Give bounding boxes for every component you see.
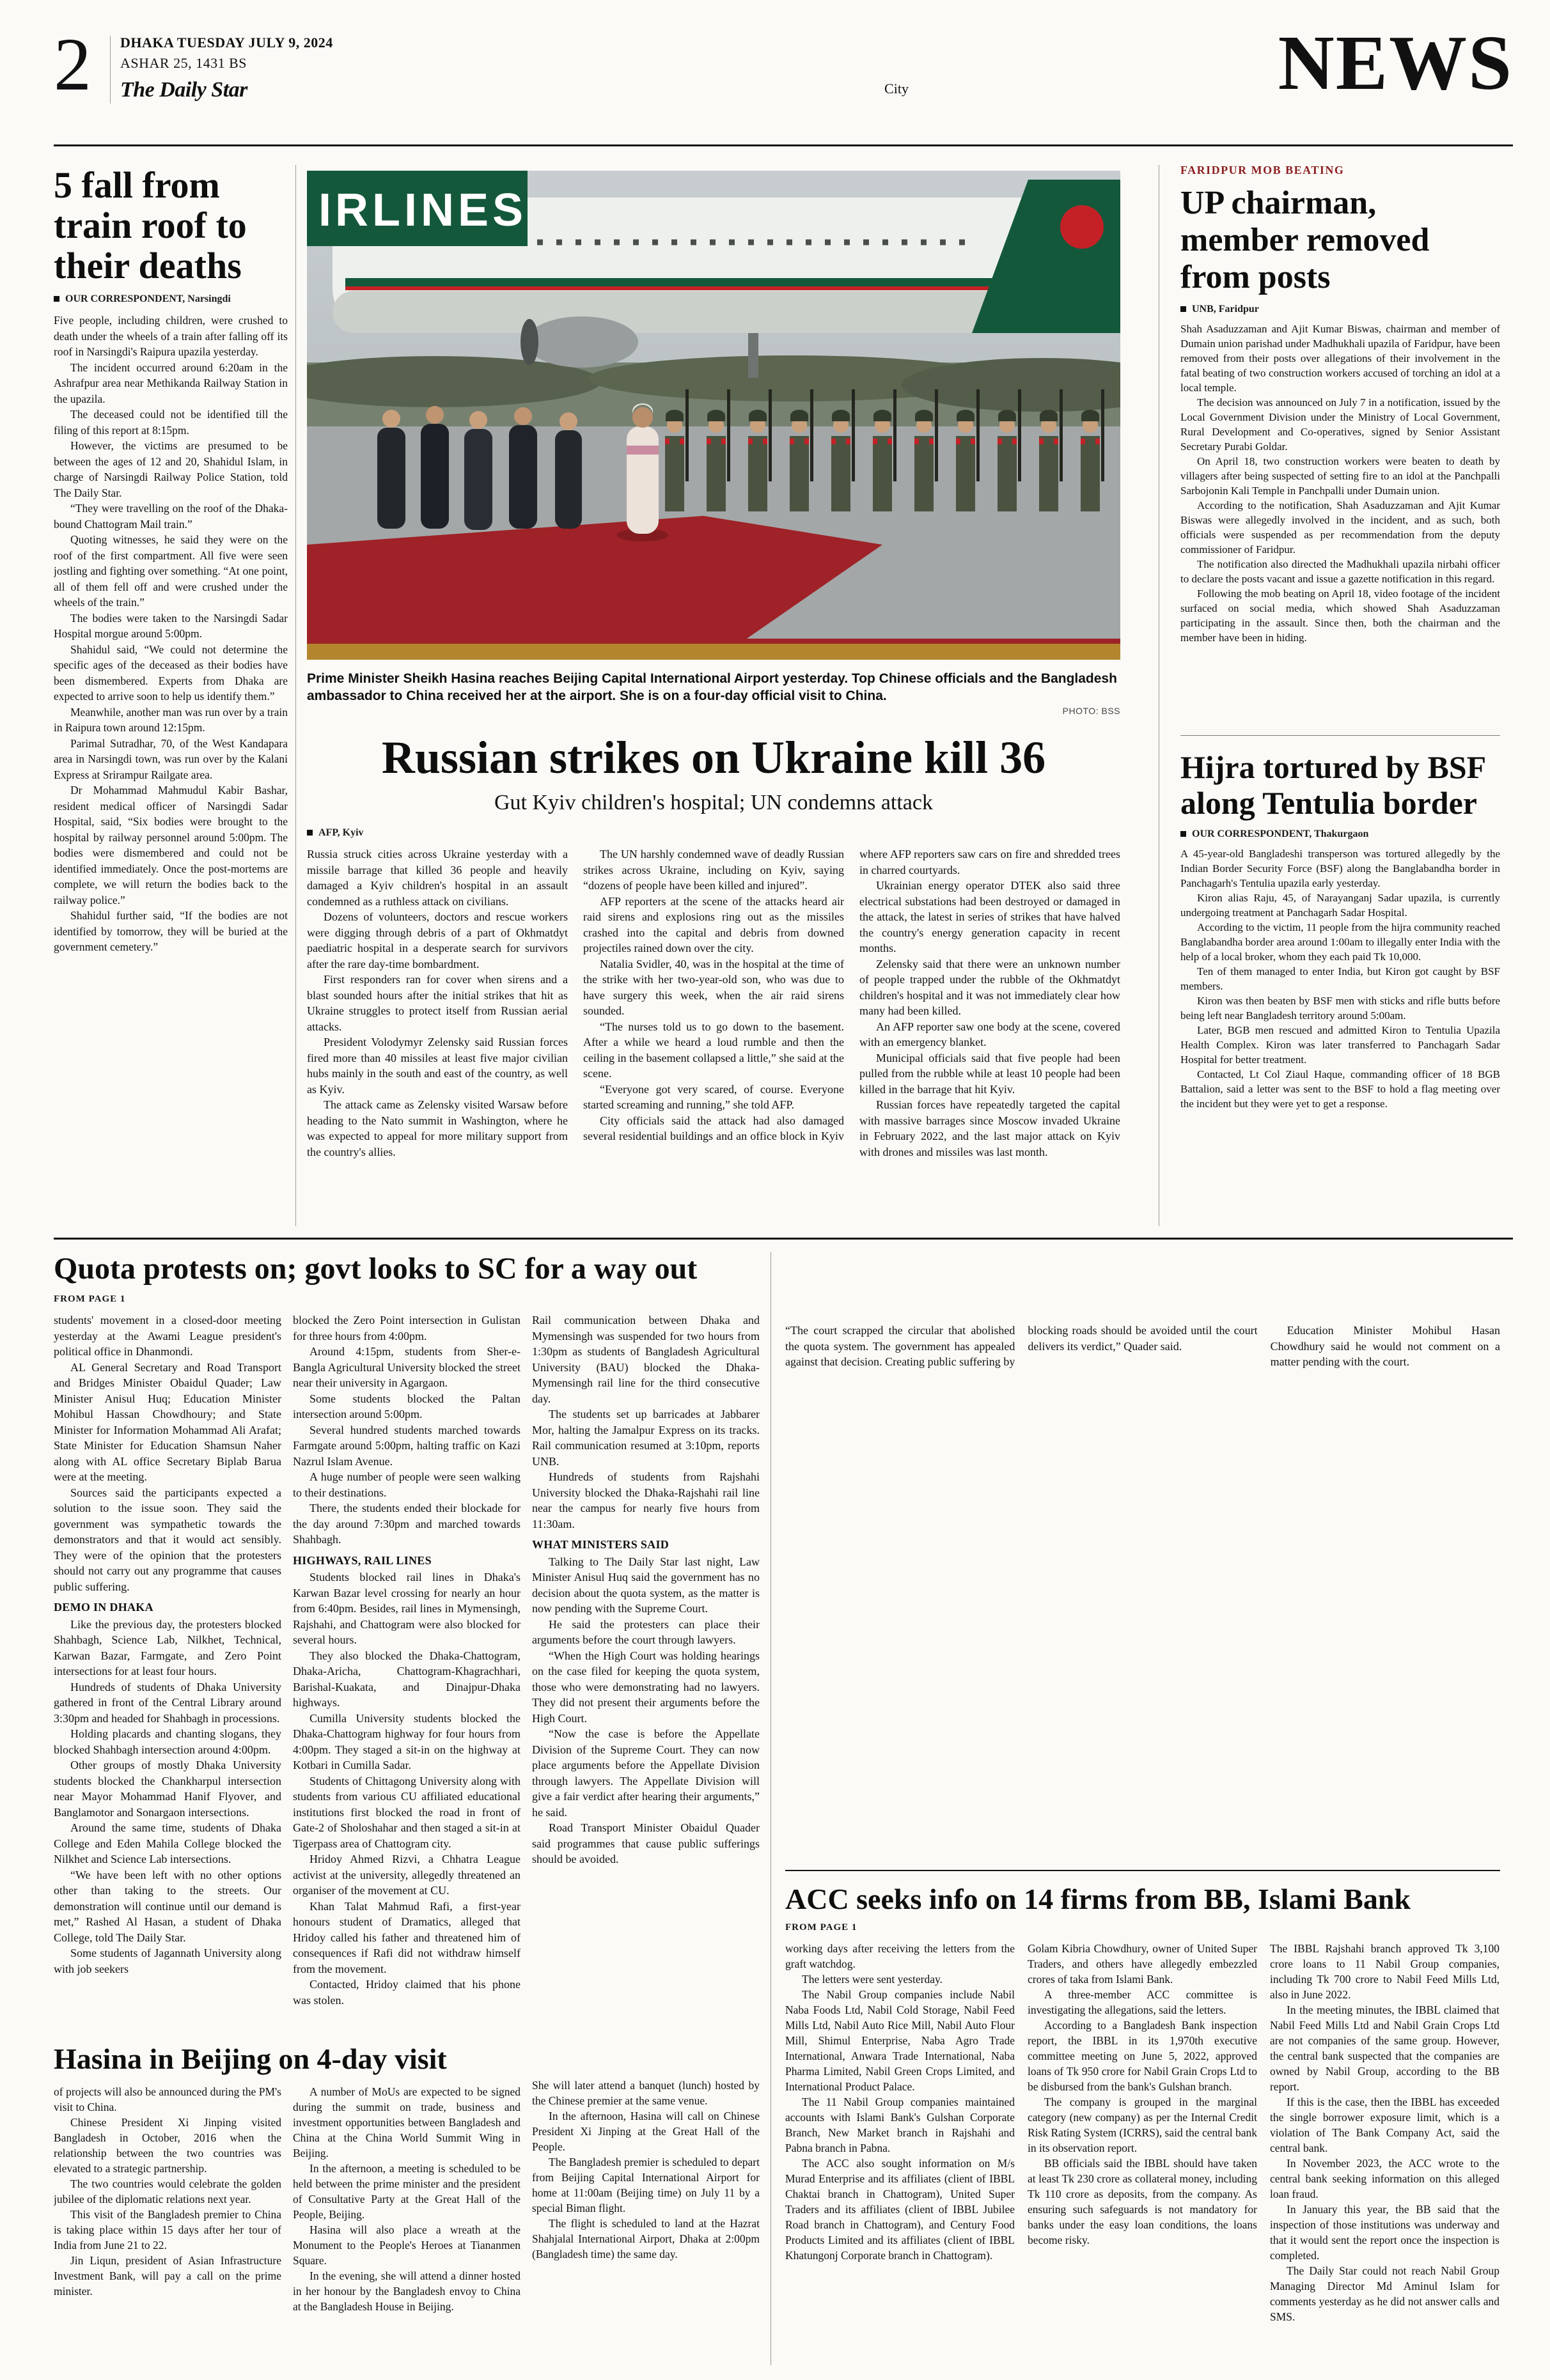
- article-paragraph: An AFP reporter saw one body at the scene, covered with an emergency blanket.: [859, 1020, 1120, 1048]
- article-paragraph: President Volodymyr Zelensky said Russian forces fired more than 40 missiles at least five major civilian hubs mainly in the south and east of the country, as well as Kyiv.: [307, 1036, 568, 1096]
- article-body: [54, 2084, 521, 2359]
- section-label: City: [884, 81, 909, 97]
- article-paragraph: The company is grouped in the marginal category (new company) as per the Internal Credit Risk Rating System (ICRRS), said the central bank in its observation report.: [1028, 2096, 1257, 2154]
- column-rule: [295, 165, 296, 1226]
- article-paragraph: There, the students ended their blockade for the day around 7:30pm and marched towards Shahbagh.: [293, 1502, 521, 1546]
- article-byline: OUR CORRESPONDENT, Narsingdi: [54, 293, 288, 305]
- lead-photo: [307, 171, 1120, 660]
- article-paragraph: In the meeting minutes, the IBBL claimed that Nabil Feed Mills Ltd and Nabil Grain Crops Ltd are not companies of the same group. However, the central bank suspected that the companies are owned by Nabil Group, according to the BB report.: [1270, 2003, 1499, 2093]
- article-paragraph: AFP reporters at the scene of the attacks heard air raid sirens and explosions ring out as the missiles crashed into the capital and debris from downed projectiles rained down over the city.: [583, 894, 844, 954]
- article-column: [785, 1941, 1015, 2333]
- article-kicker: FARIDPUR MOB BEATING: [1180, 164, 1345, 176]
- article-paragraph: The flight is scheduled to land at the Hazrat Shahjalal International Airport, Dhaka at 2:00pm (Bangladesh time) the same day.: [532, 2217, 760, 2260]
- article-paragraph: Sources said the participants expected a solution to the issue soon. They said the government was sympathetic towards the demonstrators and that it would act sensibly. They were of the opinion that the protesters should not carry out any programme that causes public suffering.: [54, 1486, 281, 1593]
- article-paragraph: “Everyone got very scared, of course. Everyone started screaming and running,” she told AFP.: [583, 1082, 844, 1111]
- article-paragraph: Rail communication between Dhaka and Mymensingh was suspended for two hours from 1:30pm as students of Bangladesh Agricultural University (BAU) blocked the Dhaka-Mymensingh rail line for the third consecutive day.: [532, 1314, 760, 1405]
- article-paragraph: However, the victims are presumed to be between the ages of 12 and 20, Shahidul Islam, in charge of Narsingdi Railway Police Station, told The Daily Star.: [54, 439, 288, 499]
- article-paragraph: Hundreds of students of Dhaka University gathered in front of the Central Library around 3:30pm and headed for Shahbagh in processions.: [54, 1680, 281, 1725]
- article-paragraph: In the afternoon, Hasina will call on Chinese President Xi Jinping at the Great Hall of the People.: [532, 2110, 760, 2153]
- story-divider: [785, 1870, 1500, 1871]
- article-faridpur: [1180, 164, 1500, 749]
- article-body: [54, 313, 288, 1195]
- article-paragraph: The ACC also sought information on M/s Murad Enterprise and its affiliates (client of IBBL Chaktai branch in Chattogram), United Super Traders and its affiliates (client of IBBL Jubilee Road branch in Chattogram), and Century Food Products Limited and its affiliates (client of IBBL Khatungonj Corporate branch in Chattogram).: [785, 2157, 1015, 2262]
- article-paragraph: The letters were sent yesterday.: [802, 1973, 943, 1986]
- article-columns: [785, 1941, 1500, 2333]
- page-number: 2: [54, 22, 91, 106]
- article-headline: 5 fall from train roof to their deaths: [54, 164, 247, 286]
- article-paragraph: Cumilla University students blocked the Dhaka-Chattogram highway for four hours from 4:00pm. They staged a sit-in on the highway at Kotbari in Cumilla Sadar.: [293, 1711, 521, 1771]
- article-paragraph: students' movement in a closed-door meeting yesterday at the Awami League president's political office in Dhanmondi.: [54, 1314, 281, 1358]
- article-paragraph: A huge number of people were seen walking to their destinations.: [293, 1470, 521, 1499]
- article-paragraph: Kiron alias Raju, 45, of Narayanganj Sadar upazila, is currently undergoing treatment at Panchagarh Sadar Hospital.: [1180, 892, 1500, 919]
- article-paragraph: Contacted, Lt Col Ziaul Haque, commanding officer of 18 BGB Battalion, said a letter was sent to the BSF to hold a flag meeting over the incident but they were yet to get a response.: [1180, 1068, 1500, 1110]
- article-paragraph: She will later attend a banquet (lunch) hosted by the Chinese premier at the same venue.: [532, 2079, 760, 2107]
- article-paragraph: Students blocked rail lines in Dhaka's Karwan Bazar level crossing for nearly an hour from 6:40pm. Besides, rail lines in Mymensingh, Rajshahi, and Chattogram were also blocked for several hours.: [293, 1571, 521, 1646]
- article-ukraine-strikes: [307, 733, 1120, 1225]
- article-paragraph: Hridoy Ahmed Rizvi, a Chhatra League activist at the university, allegedly threatened an organiser of the movement at CU.: [293, 1853, 521, 1897]
- section-banner: NEWS: [1278, 20, 1513, 106]
- article-column: [1270, 1941, 1499, 2333]
- article-column: [1028, 1941, 1257, 2333]
- article-paragraph: Following the mob beating on April 18, video footage of the incident surfaced on social media, which showed Shah Asaduzzaman participating in the assault. Since then, both the chairman and the member have been in hiding.: [1180, 587, 1500, 644]
- article-paragraph: The two countries would celebrate the golden jubilee of the diplomatic relations next year.: [54, 2177, 281, 2205]
- header-meta: [120, 35, 333, 102]
- article-headline: ACC seeks info on 14 firms from BB, Islami Bank: [785, 1883, 1411, 1915]
- article-paragraph: “The court scrapped the circular that abolished the quota system. The government has appealed against that decision. Creating public suffering by blocking roads should be avoided until the court delivers its verdict,” Quader said.: [785, 1324, 1258, 1368]
- date-line: DHAKA TUESDAY JULY 9, 2024: [120, 35, 333, 51]
- article-paragraph: Kiron was then beaten by BSF men with sticks and rifle butts before being left near Bangladesh territory around 5:00am.: [1180, 995, 1500, 1022]
- article-paragraph: In the afternoon, a meeting is scheduled to be held between the prime minister and the president of Consultative Party at the Great Hall of the People, Beijing.: [293, 2162, 521, 2221]
- article-paragraph: In November 2023, the ACC wrote to the central bank seeking information on this alleged loan fraud.: [1270, 2157, 1499, 2200]
- section-rule: [54, 1238, 1513, 1240]
- article-paragraph: Holding placards and chanting slogans, they blocked Shahbagh intersection around 4:00pm.: [54, 1727, 281, 1756]
- article-paragraph: The 11 Nabil Group companies maintained accounts with Islami Bank's Gulshan Corporate Branch, New Market branch in Rajshahi and Pabna branch in Pabna.: [785, 2096, 1015, 2154]
- header-divider: [110, 36, 111, 104]
- article-paragraph: Zelensky said that there were an unknown number of people trapped under the rubble of the Okhmatdyt children's hospital and it was not immediately clear how many had been killed.: [859, 957, 1120, 1017]
- article-paragraph: The deceased could not be identified till the filing of this report at 8:15pm.: [54, 408, 288, 437]
- article-hasina-visit-continued: [532, 2078, 760, 2346]
- article-paragraph: Jin Liqun, president of Asian Infrastructure Investment Bank, will pay a call on the prime minister.: [54, 2254, 281, 2298]
- article-paragraph: A number of MoUs are expected to be signed during the summit on trade, business and investment opportunities between Bangladesh and China at the China World Summit Wing in Beijing.: [293, 2085, 521, 2159]
- article-paragraph: The students set up barricades at Jabbarer Mor, halting the Jamalpur Express on its tracks. Rail communication resumed at 3:10pm, reports UNB.: [532, 1408, 760, 1468]
- calendar-line: ASHAR 25, 1431 BS: [120, 55, 247, 71]
- article-paragraph: blocked the Zero Point intersection in Gulistan for three hours from 4:00pm.: [293, 1314, 521, 1342]
- article-paragraph: Later, BGB men rescued and admitted Kiron to Tentulia Upazila Health Complex. Kiron was later transferred to Panchagarh Sadar Hospital for better treatment.: [1180, 1024, 1500, 1066]
- article-subhead: DEMO IN DHAKA: [54, 1601, 153, 1614]
- article-paragraph: working days after receiving the letters from the graft watchdog.: [785, 1942, 1015, 1970]
- article-paragraph: Shahidul said, “We could not determine the specific ages of the deceased as their bodies have been dismembered. Experts from Dhaka are expected to arrive soon to help us identify them.”: [54, 642, 288, 703]
- article-paragraph: Russian forces have repeatedly targeted the capital with massive barrages since Moscow invaded Ukraine in February 2022, and the last major attack on Kyiv with drones and missiles was last month.: [859, 1098, 1120, 1158]
- article-paragraph: Dr Mohammad Mahmudul Kabir Bashar, resident medical officer of Narsingdi Sadar Hospital, said, “Six bodies were brought to the hospital by railway personnel around 5:00pm. The bodies were dismembered and could not be identified immediately. Once the post-mortems are complete, we will return the bodies back to the railway police.”: [54, 784, 288, 906]
- article-paragraph: A three-member ACC committee is investigating the allegations, said the letters.: [1028, 1988, 1257, 2016]
- article-paragraph: Shahidul further said, “If the bodies are not identified by tomorrow, they will be buried at the government cemetery.”: [54, 909, 288, 953]
- article-paragraph: They also blocked the Dhaka-Chattogram, Dhaka-Aricha, Chattogram-Khagrachhari, Barishal-Kuakata, and Dinajpur-Dhaka highways.: [293, 1649, 521, 1709]
- article-paragraph: Hasina will also place a wreath at the Monument to the People's Heroes at Tiananmen Square.: [293, 2223, 521, 2267]
- article-paragraph: According to the notification, Shah Asaduzzaman and Ajit Kumar Biswas were allegedly involved in the incident, and as such, both officials were suspended as per recommendation from the deputy commissioner of Faridpur.: [1180, 499, 1500, 556]
- article-paragraph: “When the High Court was holding hearings on the case filed for keeping the quota system, those who were demonstrating had no lawyers. They did not present their arguments before the High Court.: [532, 1649, 760, 1725]
- carpet-edge: [307, 644, 1120, 660]
- article-paragraph: Shah Asaduzzaman and Ajit Kumar Biswas, chairman and member of Dumain union parishad under Madhukhali upazila of Faridpur, have been removed from their posts over allegations of their involvement in the fatal beating of two construction workers accused of torching an idol at a local temple.: [1180, 323, 1500, 394]
- article-paragraph: Education Minister Mohibul Hasan Chowdhury said he would not comment on a matter pending with the court.: [1270, 1324, 1500, 1368]
- header-rule: [54, 144, 1513, 146]
- article-paragraph: Some students of Jagannath University along with job seekers: [54, 1947, 281, 1975]
- article-paragraph: Hundreds of students from Rajshahi University blocked the Dhaka-Rajshahi rail line near the campus for nearly five hours from 11:30am.: [532, 1470, 760, 1530]
- article-paragraph: Parimal Sutradhar, 70, of the West Kandapara area in Narsingdi town, was run over by the Kalani Express at Srirampur Railgate area.: [54, 736, 288, 781]
- article-paragraph: The notification also directed the Madhukhali upazila nirbahi officer to declare the posts vacant and issue a gazette notification in this regard.: [1180, 558, 1500, 585]
- article-paragraph: Chinese President Xi Jinping visited Bangladesh in October, 2016 when the relationship between the two countries was elevated to a strategic partnership.: [54, 2116, 281, 2175]
- article-paragraph: “Now the case is before the Appellate Division of the Supreme Court. They can now place arguments before the Appellate Division through lawyers. The Appellate Division will give a fair verdict after hearing their arguments,” he said.: [532, 1727, 760, 1819]
- article-paragraph: The incident occurred around 6:20am in the Ashrafpur area near Methikanda Railway Station in the upazila.: [54, 361, 288, 405]
- article-paragraph: According to a Bangladesh Bank inspection report, the IBBL in its 1,970th executive committee meeting on June 5, 2022, approved loans of Tk 950 crore for Nabil Grain Crops Ltd to be disbursed from the bank's Gulshan branch.: [1028, 2019, 1257, 2093]
- article-paragraph: The bodies were taken to the Narsingdi Sadar Hospital morgue around 5:00pm.: [54, 611, 288, 640]
- article-paragraph: Like the previous day, the protesters blocked Shahbagh, Science Lab, Nilkhet, Technical, Karwan Bazar, Farmgate, and Zero Point intersections for at least four hours.: [54, 1617, 281, 1677]
- article-paragraph: Students of Chittagong University along with students from various CU affiliated educational institutions first blocked the road in front of Gate-2 of Sholoshahar and then staged a sit-in at Tigerpass area of Chattogram city.: [293, 1774, 521, 1850]
- article-paragraph: Several hundred students marched towards Farmgate around 5:00pm, halting traffic on Kazi Nazrul Islam Avenue.: [293, 1423, 521, 1468]
- article-paragraph: “We have been left with no other options other than taking to the streets. Our demonstration will continue until our demand is met,” Rashed Al Hasan, a student of Dhaka College, told The Daily Star.: [54, 1868, 281, 1944]
- airport-photo-illustration: [307, 171, 1120, 660]
- article-byline: OUR CORRESPONDENT, Thakurgaon: [1180, 828, 1500, 840]
- paper-name-logo: The Daily Star: [120, 78, 247, 102]
- article-paragraph: City officials said the attack had also damaged several residential buildings and an office block in Kyiv where AFP reporters saw cars on fire and shredded trees in charred courtyards.: [583, 848, 1120, 1142]
- article-paragraph: The attack came as Zelensky visited Warsaw before heading to the Nato summit in Washington, where he was expected to appeal for more military support from the country's allies.: [307, 1098, 568, 1158]
- article-paragraph: Some students blocked the Paltan intersection around 5:00pm.: [293, 1392, 521, 1420]
- article-paragraph: The UN harshly condemned wave of deadly Russian strikes across Ukraine, including on Kyiv, saying “dozens of people have been killed and injured”.: [583, 848, 844, 892]
- article-paragraph: Around 4:15pm, students from Sher-e-Bangla Agricultural University blocked the street near their university in Agargaon.: [293, 1345, 521, 1389]
- article-paragraph: The IBBL Rajshahi branch approved Tk 3,100 crore loans to 11 Nabil Group companies, including Tk 700 crore to Nabil Feed Mills Ltd, also in June 2022.: [1270, 1942, 1499, 2001]
- article-body: [1180, 846, 1500, 1211]
- article-paragraph: The Bangladesh premier is scheduled to depart from Beijing Capital International Airport for home at 11:00am (Beijing time) on July 11 by a special Biman flight.: [532, 2156, 760, 2214]
- article-body: [307, 846, 1120, 1225]
- article-paragraph: “The nurses told us to go down to the basement. After a while we heard a loud rumble and then the ceiling in the basement collapsed a little,” she said at the scene.: [583, 1020, 844, 1080]
- article-paragraph: On April 18, two construction workers were beaten to death by villagers after being suspected of setting fire to an idol at the Panchpalli Sarbojonin Kali Temple in Panchpalli under Dumain union.: [1180, 455, 1500, 497]
- article-paragraph: Five people, including children, were crushed to death under the wheels of a train after falling off its roof in Narsingdi's Raipura upazila yesterday.: [54, 314, 288, 358]
- article-train-deaths: [54, 165, 288, 1195]
- article-paragraph: AL General Secretary and Road Transport and Bridges Minister Obaidul Quader; Law Minister Anisul Huq; Education Minister Mohibul Hassan Chowdhoury; and State Minister for Information Mohammad Ali Arafat; State Minister for Education Shamsun Naher along with AL office Secretary Biplab Barua were at the meeting.: [54, 1360, 281, 1483]
- article-paragraph: According to the victim, 11 people from the hijra community reached Banglabandha border area around 1:00am to illegally enter India with the help of a local broker, whom they each paid Tk 10,000.: [1180, 921, 1500, 963]
- article-headline: Hijra tortured by BSF along Tentulia border: [1180, 749, 1485, 821]
- article-byline: UNB, Faridpur: [1180, 304, 1500, 315]
- article-paragraph: This visit of the Bangladesh premier to China is taking place within 15 days after her tour of India from June 21 to 22.: [54, 2208, 281, 2252]
- photo-caption: Prime Minister Sheikh Hasina reaches Beijing Capital International Airport yesterday. Top Chinese officials and the Bangladesh ambassador to China received her at the airport. She is on a four-day official visit to China.: [307, 671, 1117, 703]
- article-paragraph: Ten of them managed to enter India, but Kiron got caught by BSF members.: [1180, 965, 1500, 992]
- svg-text:IRLINES: IRLINES: [318, 185, 528, 236]
- article-paragraph: Contacted, Hridoy claimed that his phone was stolen.: [293, 1978, 521, 2007]
- jump-kicker: FROM PAGE 1: [54, 1294, 126, 1304]
- article-paragraph: Around the same time, students of Dhaka College and Eden Mahila College blocked the Nilkhet and Science Lab intersections.: [54, 1821, 281, 1865]
- article-paragraph: Quoting witnesses, he said they were on the roof of the first compartment. All five were seen jostling and fighting over something. “At one point, all of them fell off and were crushed under the wheels of the train.”: [54, 533, 288, 609]
- article-quota-continued: [785, 1323, 1500, 1847]
- article-paragraph: Meanwhile, another man was run over by a train in Raipura town around 12:15pm.: [54, 705, 288, 734]
- article-paragraph: The decision was announced on July 7 in a notification, issued by the Local Government Division under the Ministry of Local Government, Rural Development and Co-operatives, signed by Senior Assistant Secretary Purabi Goldar.: [1180, 396, 1500, 453]
- article-hijra: [1180, 749, 1500, 1211]
- article-body: [1180, 322, 1500, 749]
- article-paragraph: “They were travelling on the roof of the Dhaka-bound Chattogram Mail train.”: [54, 502, 288, 531]
- article-byline: AFP, Kyiv: [307, 827, 1120, 839]
- article-headline: Russian strikes on Ukraine kill 36: [381, 732, 1046, 783]
- article-paragraph: If this is the case, then the IBBL has exceeded the single borrower exposure limit, which is a violation of The Bank Company Act, said the central bank.: [1270, 2096, 1499, 2154]
- article-paragraph: He said the protesters can place their arguments before the court through lawyers.: [532, 1617, 760, 1646]
- article-deck: Gut Kyiv children's hospital; UN condemns attack: [494, 791, 933, 814]
- article-headline: Quota protests on; govt looks to SC for a way out: [54, 1252, 698, 1286]
- article-paragraph: Khan Talat Mahmud Rafi, a first-year honours student of Dramatics, alleged that Hridoy called his father and threatened him of consequences if Rafi did not withdraw himself from the movement.: [293, 1899, 521, 1975]
- article-paragraph: Golam Kibria Chowdhury, owner of United Super Traders, and others have allegedly embezzled crores of taka from Islami Bank.: [1028, 1942, 1257, 1986]
- article-paragraph: In January this year, the BB said that the inspection of those institutions was underway and that it would sent the report once the inspection is completed.: [1270, 2203, 1499, 2262]
- article-paragraph: Russia struck cities across Ukraine yesterday with a missile barrage that killed 36 people and heavily damaged a Kyiv children's hospital in an assault condemned as a ruthless attack on civilians.: [307, 848, 568, 908]
- article-paragraph: The Daily Star could not reach Nabil Group Managing Director Md Aminul Islam for comments yesterday as he did not answer calls and SMS.: [1270, 2264, 1499, 2323]
- article-subhead: WHAT MINISTERS SAID: [532, 1538, 669, 1551]
- article-paragraph: of projects will also be announced during the PM's visit to China.: [54, 2085, 281, 2113]
- article-paragraph: Other groups of mostly Dhaka University students blocked the Chankharpul intersection near Mayor Mohammad Hanif Flyover, and Banglamotor and Sonargaon intersections.: [54, 1759, 281, 1819]
- article-paragraph: Natalia Svidler, 40, was in the hospital at the time of the strike with her two-year-old son, who was due to have surgery this week, when the air raid sirens sounded.: [583, 957, 844, 1017]
- article-paragraph: First responders ran for cover when sirens and a blast sounded hours after the initial strikes that hit as Ukraine struggles to protect itself from Russian aerial attacks.: [307, 973, 568, 1033]
- article-paragraph: In the evening, she will attend a dinner hosted in her honour by the Bangladesh envoy to China at the Bangladesh House in Beijing.: [293, 2269, 521, 2313]
- article-paragraph: Road Transport Minister Obaidul Quader said programmes that cause public sufferings should be avoided.: [532, 1821, 760, 1865]
- terminal-sign: [307, 171, 528, 246]
- article-headline: UP chairman, member removed from posts: [1180, 185, 1430, 295]
- photo-credit: PHOTO: BSS: [1062, 706, 1120, 716]
- article-paragraph: A 45-year-old Bangladeshi transperson was tortured allegedly by the Indian Border Security Force (BSF) along the Banglabandha border in Panchagarh's Tentulia upazila early yesterday.: [1180, 848, 1500, 889]
- article-hasina-visit: [54, 2043, 521, 2359]
- article-subhead: HIGHWAYS, RAIL LINES: [293, 1553, 432, 1567]
- article-paragraph: BB officials said the IBBL should have taken at least Tk 230 crore as collateral money, including Tk 110 crore as deposits, from the company. As ensuring such safeguards is not mandatory for banks under the easy loan conditions, the loans become risky.: [1028, 2157, 1257, 2246]
- article-paragraph: Ukrainian energy operator DTEK also said three electrical substations had been destroyed or damaged in the attack, the latest in series of strikes that have halved the country's energy generation capacity in recent months.: [859, 879, 1120, 954]
- article-paragraph: Dozens of volunteers, doctors and rescue workers were digging through debris of a part of Okhmatdyt paediatric hospital in a desperate search for survivors after the rare day-time bombardment.: [307, 910, 568, 970]
- jump-kicker: FROM PAGE 1: [785, 1922, 857, 1933]
- article-paragraph: Talking to The Daily Star last night, Law Minister Anisul Huq said the government has no decision about the quota system, as the matter is now pending with the Supreme Court.: [532, 1555, 760, 1615]
- article-paragraph: The Nabil Group companies include Nabil Naba Foods Ltd, Nabil Cold Storage, Nabil Feed Mills Ltd, Nabil Auto Rice Mill, Nabil Auto Flour Mill, Shimul Enterprise, Naba Agro Trade International, Anwara Trade International, Naba Pharma Limited, Nabil Green Crops Limited, and International Product Palace.: [785, 1988, 1015, 2093]
- story-divider: [1180, 735, 1500, 736]
- article-headline: Hasina in Beijing on 4-day visit: [54, 2042, 447, 2075]
- article-acc: [785, 1883, 1500, 2333]
- article-paragraph: Municipal officials said that five people had been pulled from the rubble while at least 10 people had been killed in the barrage that hit Kyiv.: [859, 1051, 1120, 1096]
